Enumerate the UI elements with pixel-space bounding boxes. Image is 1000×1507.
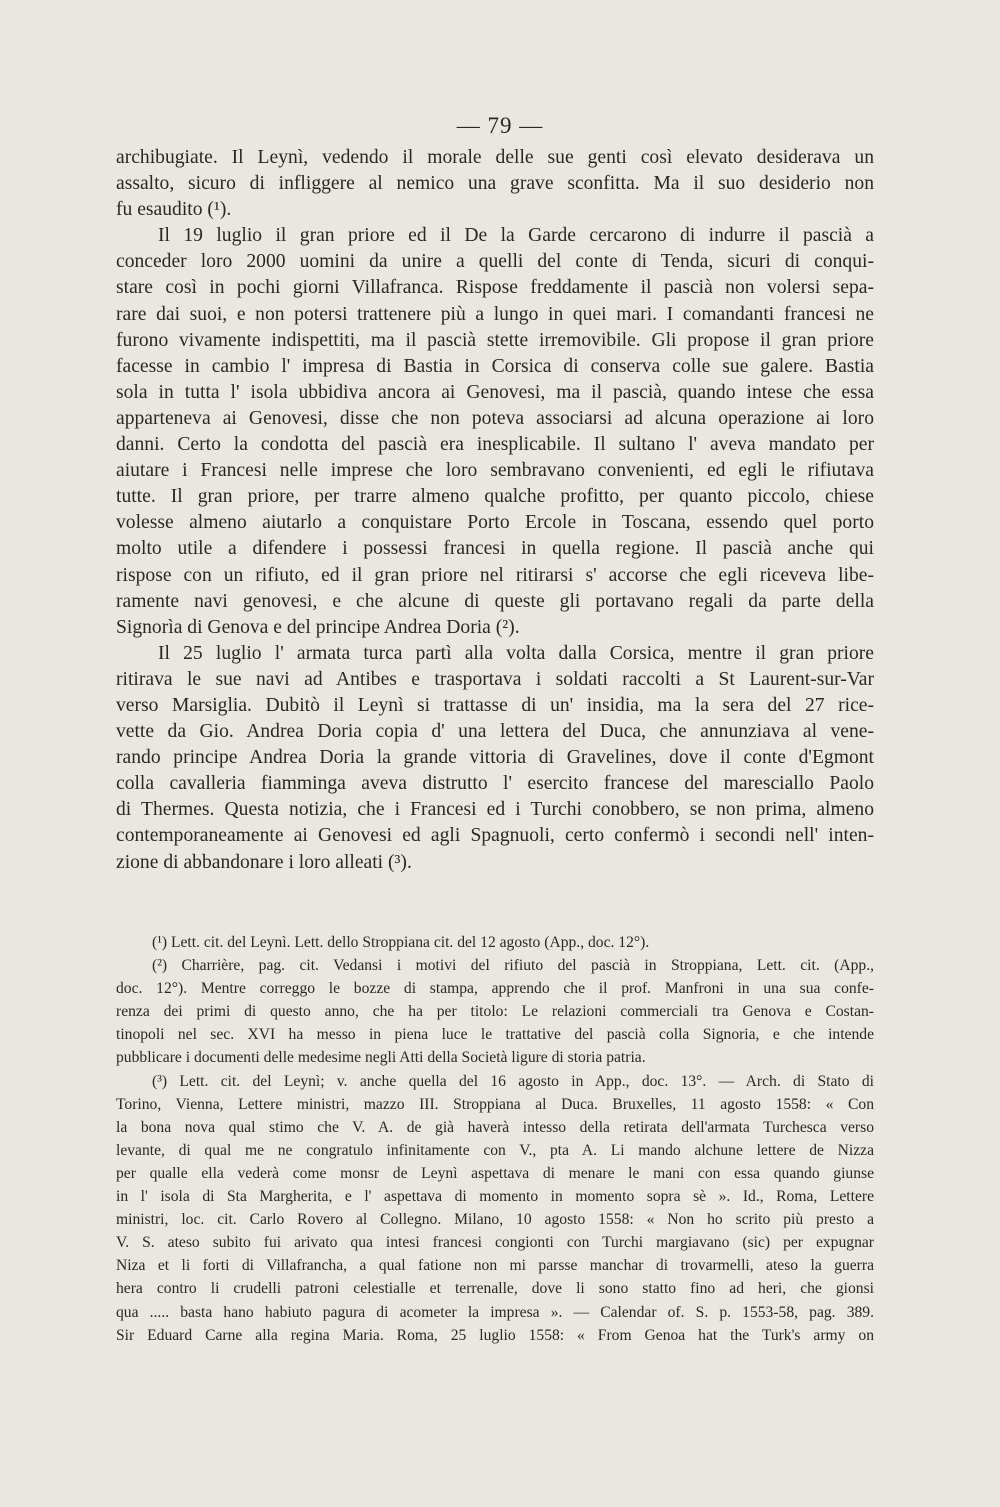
footnote-line: qua ..... basta hano habiuto pagura di acometer la impresa ». — Calendar of. S. p. 1553-58, pag. 389. [116,1303,874,1321]
footnote-line: renza dei primi di questo anno, che ha per titolo: Le relazioni commerciali tra Genova e Costan- [116,1003,874,1021]
footnote-line: V. S. ateso subito fui arivato qua intesi francesi congionti con Turchi margiavano (sic) per expugnar [116,1234,874,1252]
text-line: colla cavalleria fiamminga aveva distrutto l' esercito francese del maresciallo Paolo [116,773,874,795]
footnote-line: ministri, loc. cit. Carlo Rovero al Collegno. Milano, 10 agosto 1558: « Non ho scrito più presto a [116,1211,874,1229]
text-line: molto utile a difendere i possessi francesi in quella regione. Il pascià anche qui [116,538,874,560]
text-line: tutte. Il gran priore, per trarre almeno qualche profitto, per quanto piccolo, chiese [116,486,874,508]
footnote-line: Niza et li forti di Villafrancha, a qual fatione non mi parsse manchar di trovarmelli, ateso la guerra [116,1257,874,1275]
text-line: volesse almeno aiutarlo a conquistare Porto Ercole in Toscana, essendo quel porto [116,512,874,534]
page-number: — 79 — [456,113,544,138]
text-line: danni. Certo la condotta del pascià era inesplicabile. Il sultano l' aveva mandato per [116,434,874,456]
footnote-line: pubblicare i documenti delle medesime negli Atti della Società ligure di storia patria. [116,1049,646,1067]
footnote-line: in l' isola di Sta Margherita, e l' aspettava di momento in momento sopra sè ». Id., Roma, Lettere [116,1188,874,1206]
text-line: Il 19 luglio il gran priore ed il De la Garde cercarono di indurre il pascià a [158,225,874,247]
text-line: vette da Gio. Andrea Doria copia d' una lettera del Duca, che annunziava al vene- [116,721,874,743]
text-line: rare dai suoi, e non potersi trattenere più a lungo in quei mari. I comandanti francesi ne [116,303,874,325]
footnotes [116,931,874,1347]
footnote-line: la bona nova qual stimo che V. A. de già haverà intesso della retirata dell'armata Turchesca verso [116,1118,874,1136]
text-line: sola in tutta l' isola ubbidiva ancora ai Genovesi, ma il pascià, quando intese che essa [116,381,874,403]
text-line: Il 25 luglio l' armata turca partì alla volta dalla Corsica, mentre il gran priore [158,642,874,664]
text-line: furono vivamente indispettiti, ma il pascià stette irremovibile. Gli propose il gran priore [116,329,874,351]
footnote-line: Torino, Vienna, Lettere ministri, mazzo III. Stroppiana al Duca. Bruxelles, 11 agosto 1558: « Con [116,1095,874,1113]
footnote-line: hera contro li crudelli patroni celestialle et terrenalle, dove li sono statto fino ad heri, che gionsi [116,1280,874,1298]
text-line: conceder loro 2000 uomini da unire a quelli del conte di Tenda, sicuri di conqui- [116,251,874,273]
main-text [116,145,874,876]
text-line: verso Marsiglia. Dubitò il Leynì si trattasse di un' insidia, ma la sera del 27 rice- [116,694,874,716]
text-line: di Thermes. Questa notizia, che i Francesi ed i Turchi conobbero, se non prima, almeno [116,799,874,821]
text-line: archibugiate. Il Leynì, vedendo il morale delle sue genti così elevato desiderava un [116,147,874,168]
footnote-line: tinopoli nel sec. XVI ha messo in piena luce le trattative del pascià colla Signoria, e che intende [116,1026,874,1044]
text-line: assalto, sicuro di infliggere al nemico una grave sconfitta. Ma il suo desiderio non [116,173,874,195]
text-line: rando principe Andrea Doria la grande vittoria di Gravelines, dove il conte d'Egmont [116,747,874,769]
text-line: fu esaudito (¹). [116,199,232,221]
text-line: Signorìa di Genova e del principe Andrea Doria (²). [116,616,520,638]
footnote-line: per qualle ella vederà come monsr de Leynì aspettava di menare le mani con essa quando giunse [116,1164,874,1182]
text-line: rispose con un rifiuto, ed il gran priore nel ritirarsi s' accorse che egli riceveva libe- [116,564,874,586]
footnote-line: (²) Charrière, pag. cit. Vedansi i motivi del rifiuto del pascià in Stroppiana, Lett. cit. (App., [152,957,874,975]
text-line: contemporaneamente ai Genovesi ed agli Spagnuoli, certo confermò i secondi nell' inten- [116,825,874,847]
text-line: ramente navi genovesi, e che alcune di queste gli portavano regali da parte della [116,590,874,612]
text-line: stare così in pochi giorni Villafranca. Rispose freddamente il pascià non volersi sepa- [116,277,874,299]
footnote-line: doc. 12°). Mentre correggo le bozze di stampa, apprendo che il prof. Manfroni in una sua confe- [116,980,874,998]
text-line: aiutare i Francesi nelle imprese che loro sembravano convenienti, ed egli le rifiutava [116,460,874,482]
footnote-line: (³) Lett. cit. del Leynì; v. anche quella del 16 agosto in App., doc. 13°. — Arch. di Stato di [152,1072,874,1090]
text-line: zione di abbandonare i loro alleati (³). [116,851,412,873]
text-line: facesse in cambio l' impresa di Bastia in Corsica di conserva colle sue galere. Bastia [116,355,874,377]
footnote-line: (¹) Lett. cit. del Leynì. Lett. dello Stroppiana cit. del 12 agosto (App., doc. 12°). [152,934,650,951]
footnote-line: levante, di qual me ne congratulo infinitamente con V., pta A. Li mando alchune lettere de Nizza [116,1141,874,1159]
text-line: apparteneva ai Genovesi, disse che non poteva associarsi ad alcuna operazione ai loro [116,407,874,429]
text-line: ritirava le sue navi ad Antibes e trasportava i soldati raccolti a St Laurent-sur-Var [116,668,874,690]
footnote-line: Sir Eduard Carne alla regina Maria. Roma, 25 luglio 1558: « From Genoa hat the Turk's army on [116,1326,874,1344]
